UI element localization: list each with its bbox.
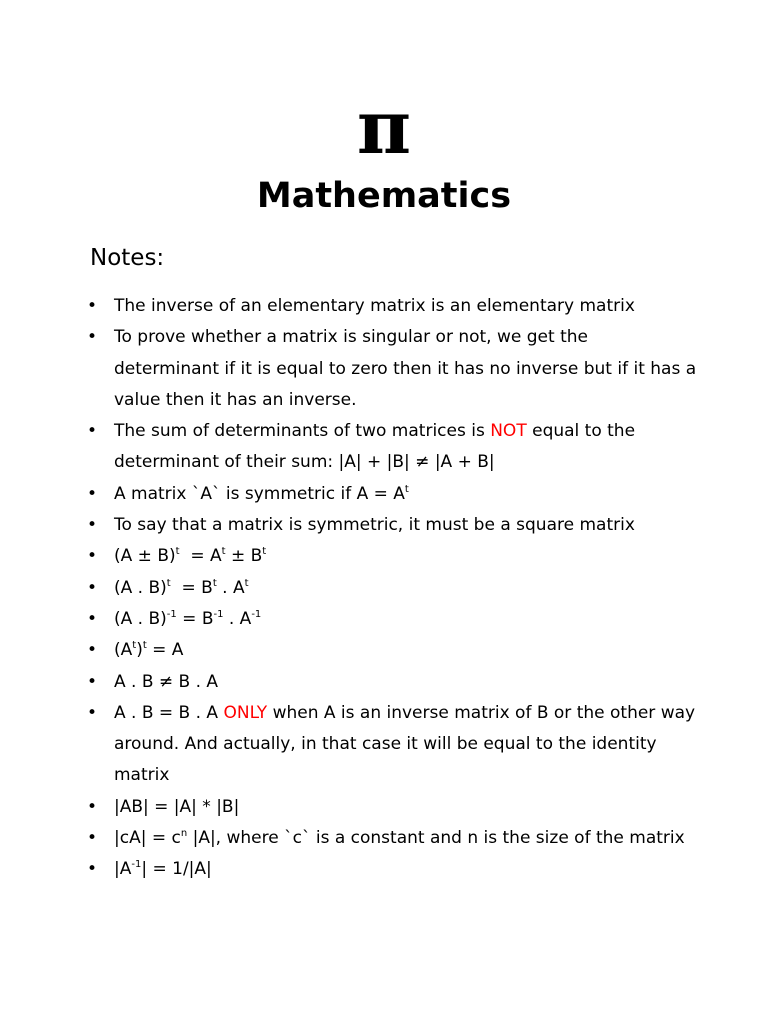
- superscript: -1: [131, 859, 142, 871]
- superscript: t: [132, 640, 137, 652]
- note-item: [0, 823, 768, 854]
- superscript: t: [244, 577, 249, 589]
- formula-text: ± B: [225, 546, 263, 567]
- bullet-icon: •: [87, 608, 98, 629]
- page-title: Mathematics: [256, 176, 512, 216]
- formula-text: = A: [179, 546, 222, 567]
- emphasis-only: ONLY: [223, 702, 268, 723]
- note-item: [0, 698, 768, 792]
- bullet-icon: •: [87, 515, 98, 536]
- superscript: -1: [251, 608, 262, 620]
- formula-text: = A: [146, 640, 184, 661]
- emphasis-not: NOT: [490, 421, 527, 442]
- bullet-icon: •: [87, 296, 98, 316]
- formula-text: |AB| = |A| * |B|: [114, 796, 240, 817]
- note-item: [0, 541, 768, 572]
- formula-text: A . B ≠ B . A: [114, 671, 219, 692]
- note-text: The sum of determinants of two matrices is: [114, 421, 491, 442]
- bullet-icon: •: [87, 859, 98, 880]
- note-item: [0, 667, 768, 698]
- superscript: t: [404, 483, 409, 495]
- formula-text: (A ± B): [114, 546, 176, 567]
- formula-text: (A: [114, 640, 133, 661]
- bullet-icon: •: [87, 828, 98, 849]
- bullet-icon: •: [87, 327, 98, 348]
- bullet-icon: •: [87, 546, 98, 567]
- note-text: To say that a matrix is symmetric, it must be a square matrix: [114, 515, 635, 536]
- note-text: The inverse of an elementary matrix is an elementary matrix: [114, 296, 635, 316]
- bullet-icon: •: [87, 483, 98, 504]
- formula-text: . A: [223, 608, 252, 629]
- note-item: [0, 635, 768, 666]
- pi-symbol: π: [356, 85, 412, 171]
- superscript: t: [175, 546, 180, 558]
- notes-list: [0, 291, 768, 886]
- formula-text: | = 1/|A|: [141, 859, 212, 880]
- superscript: -1: [213, 608, 224, 620]
- bullet-icon: •: [87, 702, 98, 723]
- bullet-icon: •: [87, 577, 98, 598]
- note-item: [0, 573, 768, 604]
- note-item: [0, 291, 768, 322]
- superscript: t: [142, 640, 147, 652]
- notes-heading: Notes:: [90, 245, 165, 271]
- note-item: [0, 322, 768, 416]
- note-item: [0, 604, 768, 635]
- formula-text: |A: [114, 859, 132, 880]
- superscript: -1: [166, 608, 177, 620]
- superscript: t: [221, 546, 226, 558]
- note-item: [0, 510, 768, 541]
- formula-text: = B: [176, 608, 214, 629]
- note-item: [0, 479, 768, 510]
- formula-text: (A . B): [114, 608, 167, 629]
- formula-text: ): [136, 640, 143, 661]
- formula-text: . A: [216, 577, 245, 598]
- superscript: t: [166, 577, 171, 589]
- note-text: when A is an inverse matrix of B or the other way around. And actually, in that case it will be equal to the identity matrix: [114, 702, 696, 786]
- note-text: To prove whether a matrix is singular or not, we get the determinant if it is equal to zero then it has no inverse but if it has a value then it has an inverse.: [114, 327, 697, 410]
- formula-text: |cA| = c: [114, 828, 181, 849]
- note-item: [0, 854, 768, 885]
- note-item: [0, 792, 768, 823]
- bullet-icon: •: [87, 640, 98, 661]
- bullet-icon: •: [87, 671, 98, 692]
- superscript: n: [180, 828, 188, 840]
- superscript: t: [262, 546, 267, 558]
- formula-text: (A . B): [114, 577, 167, 598]
- bullet-icon: •: [87, 796, 98, 817]
- note-text: A . B = B . A: [114, 702, 224, 723]
- formula-text: = B: [170, 577, 213, 598]
- note-text: equal to the determinant of their sum: |A| + |B| ≠ |A + B|: [114, 421, 636, 473]
- bullet-icon: •: [87, 421, 98, 442]
- note-item: [0, 416, 768, 479]
- note-text: A matrix `A` is symmetric if A = A: [114, 483, 405, 504]
- superscript: t: [212, 577, 217, 589]
- note-text: |A|, where `c` is a constant and n is the size of the matrix: [187, 828, 685, 849]
